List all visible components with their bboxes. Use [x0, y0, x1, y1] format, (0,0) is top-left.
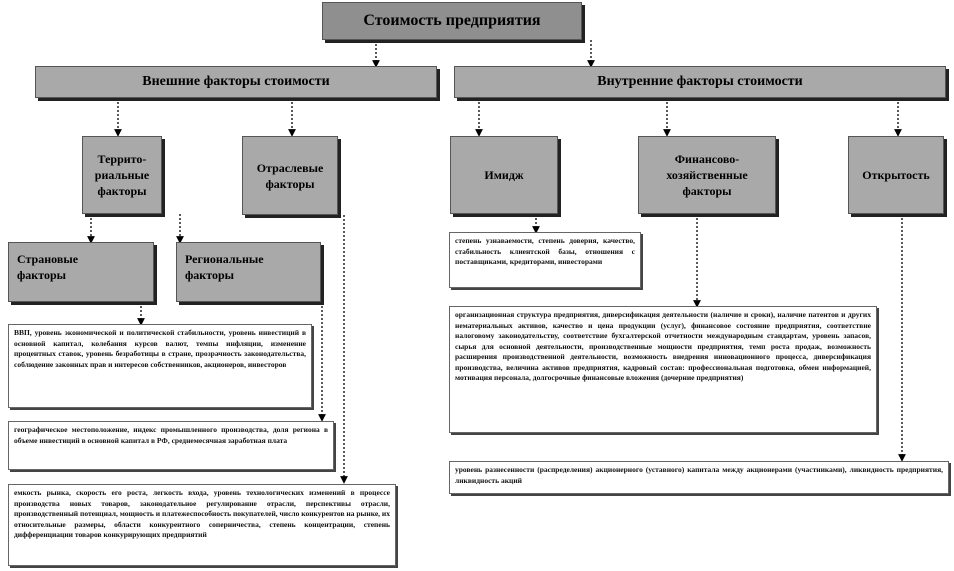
industry-factors-box	[242, 136, 338, 215]
regional-factors-box	[176, 242, 321, 302]
territorial-factors-label: Террито- риальные факторы	[94, 152, 150, 198]
country-factors-label: Страновые факторы	[17, 252, 79, 282]
regional-factors-note: географическое местоположение, индекс промышленного производства, доля региона в объеме инвестиций в основной капитал в РФ, среднемесячная заработная плата	[8, 421, 334, 470]
regional-factors-label: Региональные факторы	[185, 252, 264, 282]
finance-factors-box	[638, 136, 776, 214]
root-label: Стоимость предприятия	[363, 12, 541, 29]
industry-factors-label: Отраслевые факторы	[256, 160, 324, 191]
country-factors-box	[8, 242, 154, 302]
internal-factors-label: Внутренние факторы стоимости	[597, 74, 803, 89]
image-label: Имидж	[484, 168, 524, 182]
openness-label: Открытость	[862, 168, 930, 182]
root-box	[322, 2, 582, 40]
openness-note: уровень разнесенности (распределения) акционерного (уставного) капитала между акционерами (участниками), ликвидность предприятия, ликвидность акций	[449, 461, 949, 494]
external-factors-label: Внешние факторы стоимости	[142, 74, 330, 89]
country-factors-note: ВВП, уровень экономической и политической стабильности, уровень инвестиций в основной капитал, колебания курсов валют, темпы инфляции, изменение процентных ставок, уровень безработицы в стране, прозрачность законодательства, соблюдение законных прав и интересов собственников, акционеров, инвесторов	[8, 324, 312, 408]
external-factors-box	[35, 66, 437, 98]
industry-factors-note: емкость рынка, скорость его роста, легкость входа, уровень технологических изменений в процессе производства новых товаров, законодательное регулирование отрасли, перспективы отрасли, производственный потенциал, мощность и платежеспособность покупателей, число конкурентов на рынке, их относительные размеры, области конкурентного соперничества, степень концентрации, степень дифференциации товаров конкурирующих предприятий	[8, 484, 396, 566]
territorial-factors-box	[82, 136, 162, 214]
image-box	[450, 136, 558, 214]
internal-factors-box	[454, 66, 946, 98]
finance-factors-note: организационная структура предприятия, диверсификация деятельности (наличие и сроки), наличие патентов и других нематериальных активов, качество и цена продукции (услуг), финансовое состояние предприятия, соответствие налоговому законодательству, соответствие бухгалтерской отчетности международным стандартам, уровень запасов, сырья для основной деятельности, производственные мощности предприятия, темп роста продаж, возможность расширения производственной деятельности, возможность внедрения инновационного процесса, диверсификация производства, величина активов предприятия, кадровый состав: профессиональная подготовка, обмен информацией, мотивация персонала, долгосрочные финансовые вложения (дочерние предприятия)	[449, 306, 877, 433]
finance-factors-label: Финансово- хозяйственные факторы	[666, 152, 748, 198]
image-note: степень узнаваемости, степень доверия, качество, стабильность клиентской базы, отношения с поставщиками, кредиторами, инвесторами	[449, 232, 641, 288]
openness-box	[848, 136, 944, 214]
